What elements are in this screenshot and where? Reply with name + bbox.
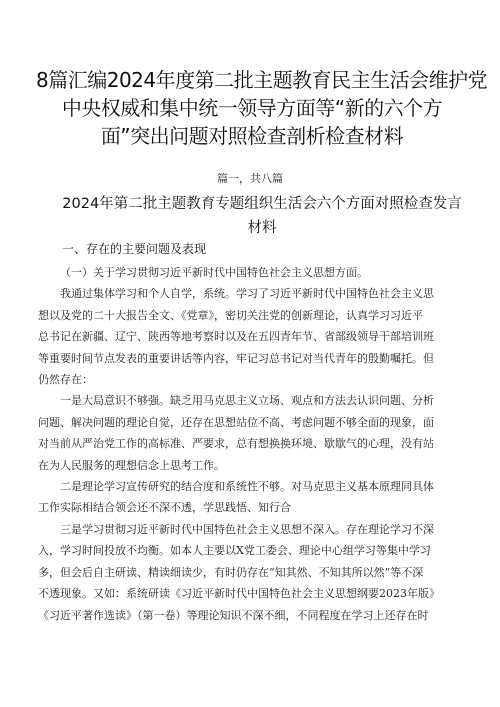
paragraph: [38, 519, 470, 626]
paragraph: [38, 262, 470, 283]
title-line: 面”突出问题对照检查剖析检查材料: [100, 124, 404, 148]
paragraph: [38, 283, 470, 390]
paragraph: [38, 476, 470, 519]
paragraph-line: 总书记在新疆、辽宁、陕西等地考察时以及在五四青年节、省部级领导干部培训班: [38, 330, 434, 344]
paragraph-line: 入，学习时间投放不均衡。如本人主要以X党工委会、理论中心组学习等集中学习: [38, 544, 431, 558]
paragraph-line: 我通过集体学习和个人自学，系统。学习了习近平新时代中国特色社会主义思: [60, 287, 434, 301]
subtitle-line: 材料: [247, 220, 277, 236]
paragraph-line: 仍然存在：: [38, 373, 93, 387]
paragraph-line: 工作实际相结合领会还不深不透，学思践悟、知行合: [38, 501, 291, 515]
document-body: [38, 262, 470, 626]
paragraph-line: 三是学习贯彻习近平新时代中国特色社会主义思想不深入。存在理论学习不深: [60, 522, 434, 536]
paragraph-line: 对当前从严治党工作的高标准、严要求，总有想换换环境、歇歇气的心理，没有站: [38, 437, 434, 451]
paragraph-line: 等重要时间节点发表的重要讲话等内容，牢记习总书记对当代青年的殷勤嘱托。但: [38, 351, 434, 365]
paragraph-line: 二是理论学习宣传研究的结合度和系统性不够。对马克思主义基本原理同具体: [60, 480, 434, 494]
section-heading: 一、存在的主要问题及表现: [62, 242, 207, 256]
paragraph-line: （一）关于学习贯彻习近平新时代中国特色社会主义思想方面。: [60, 266, 368, 279]
document-title: [36, 66, 488, 150]
paragraph-line: 《习近平著作选读》（第一卷）等理论知识不深不细，不同程度在学习上还存在时: [38, 608, 429, 622]
subtitle-line: 2024年第二批主题教育专题组织生活会六个方面对照检查发言: [62, 196, 462, 212]
paragraph: [38, 390, 470, 476]
paragraph-line: 一是大局意识不够强。缺乏用马克思主义立场、观点和方法去认识问题、分析: [60, 394, 434, 408]
paragraph-line: 想以及党的二十大报告全文、《党章》，密切关注党的创新理论，认真学习习近平: [38, 308, 423, 322]
title-line: 8篇汇编2024年度第二批主题教育民主生活会维护党: [36, 68, 488, 92]
paragraph-line: 在为人民服务的理想信念上思考工作。: [38, 458, 225, 472]
part-label: 篇一，共八篇: [217, 172, 283, 185]
paragraph-line: 问题、解决问题的理论自觉，还存在思想站位不高、考虑问题不够全面的现象，面: [38, 415, 434, 429]
paragraph-line: 多，但会后自主研读、精读细读少，有时仍存在“知其然、不知其所以然”等不深: [38, 565, 424, 579]
paragraph-line: 不透现象。又如：系统研读《习近平新时代中国特色社会主义思想纲要2023年版》: [38, 587, 440, 601]
title-line: 中央权威和集中统一领导方面等“新的六个方: [61, 96, 443, 120]
article-subtitle: [52, 192, 472, 240]
